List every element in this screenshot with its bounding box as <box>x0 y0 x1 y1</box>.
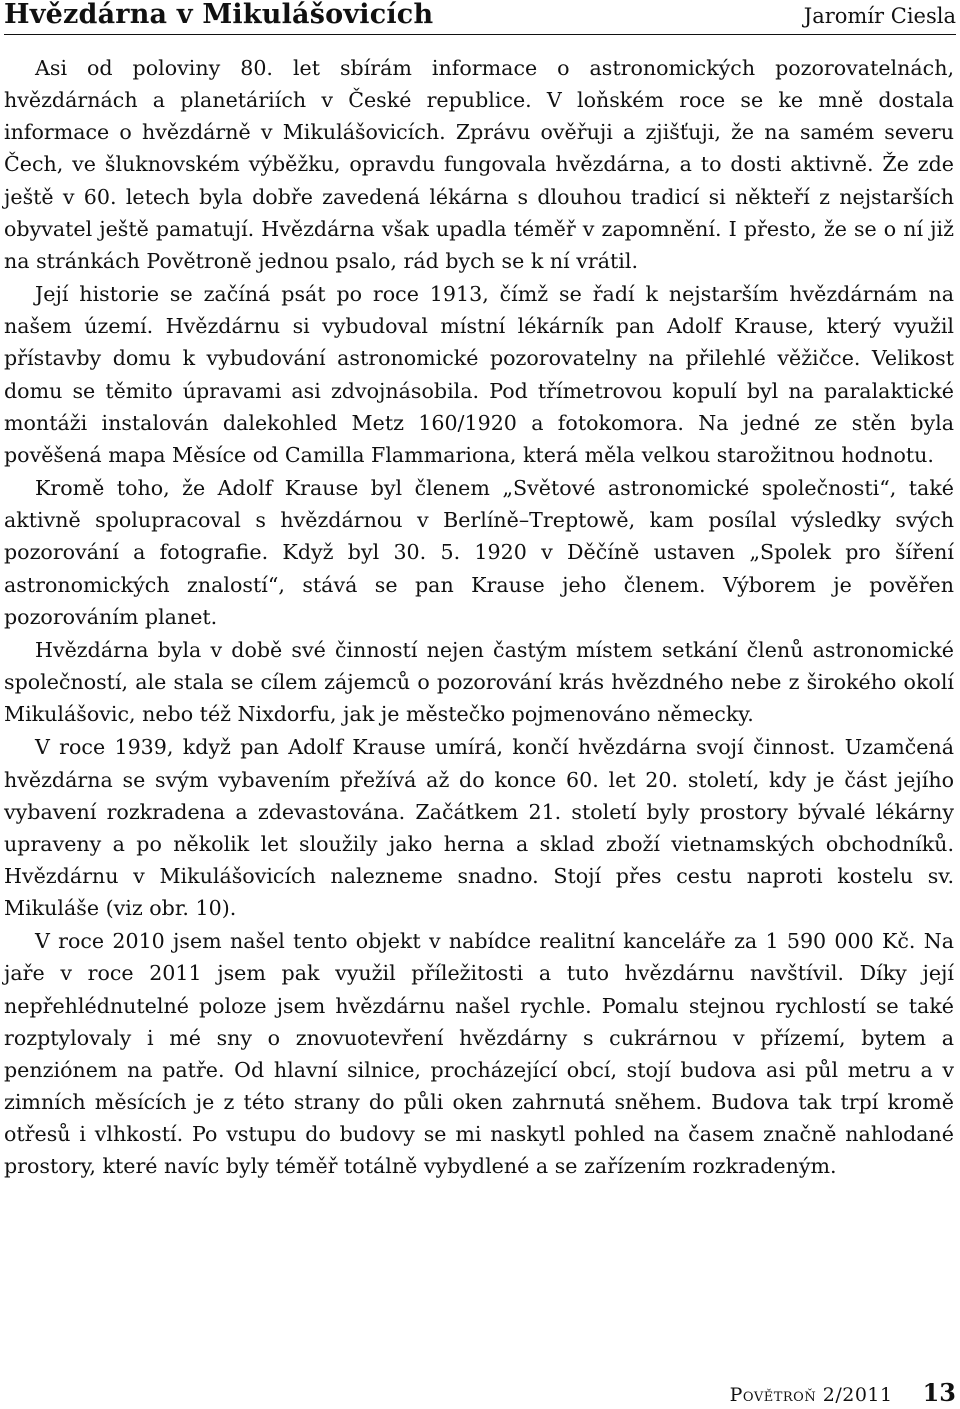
page-number: 13 <box>922 1378 956 1407</box>
article-author: Jaromír Ciesla <box>803 4 956 28</box>
paragraph: Její historie se začíná psát po roce 1913, čímž se řadí k nejstarším hvězdárnám na našem území. Hvězdárnu si vybudoval místní lékárník pan Adolf Krause, který využil přístavby domu k vybudování astronomické pozorovatelny na přilehlé věžičce. Velikost domu se těmito úpravami asi zdvojnásobila. Pod třímetrovou kopulí byl na paralaktické montáži instalován dalekohled Metz 160/1920 a fotokomora. Na jedné ze stěn byla pověšená mapa Měsíce od Camilla Flammariona, která měla velkou starožitnou hodnotu. <box>4 282 954 467</box>
journal-issue: Povětroň 2/2011 <box>729 1384 893 1406</box>
article-body <box>4 52 954 1183</box>
article-title: Hvězdárna v Mikulášovicích <box>4 0 434 30</box>
paragraph: V roce 2010 jsem našel tento objekt v nabídce realitní kanceláře za 1 590 000 Kč. Na jaře v roce 2011 jsem pak využil příležitosti a tuto hvězdárnu navštívil. Díky její nepřehlédnutelné poloze jsem hvězdárnu našel rychle. Pomalu stejnou rychlostí se také rozptylovaly i mé sny o znovuotevření hvězdárny s cukrárnou v přízemí, bytem a penziónem na patře. Od hlavní silnice, procházející obcí, stojí budova asi půl metru a v zimních měsících je z této strany do půli oken zahrnutá sněhem. Budova tak trpí kromě otřesů i vlhkostí. Po vstupu do budovy se mi naskytl pohled na časem značně nahlodané prostory, které navíc byly téměř totálně vybydlené a se zařízením rozkradeným. <box>4 929 954 1179</box>
page-footer <box>730 1378 956 1407</box>
paragraph: V roce 1939, když pan Adolf Krause umírá, končí hvězdárna svojí činnost. Uzamčená hvězdárna se svým vybavením přežívá až do konce 60. let 20. století, kdy je část jejího vybavení rozkradena a zdevastována. Začátkem 21. století byly prostory bývalé lékárny upraveny a po několik let sloužily jako herna a sklad zboží vietnamských obchodníků. Hvězdárnu v Mikulášovicích nalezneme snadno. Stojí přes cestu naproti kostelu sv. Mikuláše (viz obr. 10). <box>4 735 954 921</box>
paragraph: Kromě toho, že Adolf Krause byl členem „Světové astronomické společnosti“, také aktivně spolupracoval s hvězdárnou v Berlíně–Treptowě, kam posílal výsledky svých pozorování a fotografie. Když byl 30. 5. 1920 v Děčíně ustaven „Spolek pro šíření astronomických znalostí“, stává se pan Krause jeho členem. Výborem je pověřen pozorováním planet. <box>4 476 954 629</box>
paragraph: Asi od poloviny 80. let sbírám informace o astronomických pozorovatelnách, hvězdárnách a planetáriích v České republice. V loňském roce se ke mně dostala informace o hvězdárně v Mikulášovicích. Zprávu ověřuji a zjišťuji, že na samém severu Čech, ve šluknovském výběžku, opravdu fungovala hvězdárna, a to dosti aktivně. Že zde ještě v 60. letech byla dobře zavedená lékárna s dlouhou tradicí si někteří z nejstarších obyvatel ještě pamatují. Hvězdárna však upadla téměř v zapomnění. I přesto, že se o ní již na stránkách Povětroně jednou psalo, rád bych se k ní vrátil. <box>4 56 954 273</box>
paragraph: Hvězdárna byla v době své činností nejen častým místem setkání členů astronomické společností, ale stala se cílem zájemců o pozorování krás hvězdného nebe z širokého okolí Mikulášovic, nebo též Nixdorfu, jak je městečko pojmenováno německy. <box>4 637 954 727</box>
page-header <box>4 0 956 35</box>
